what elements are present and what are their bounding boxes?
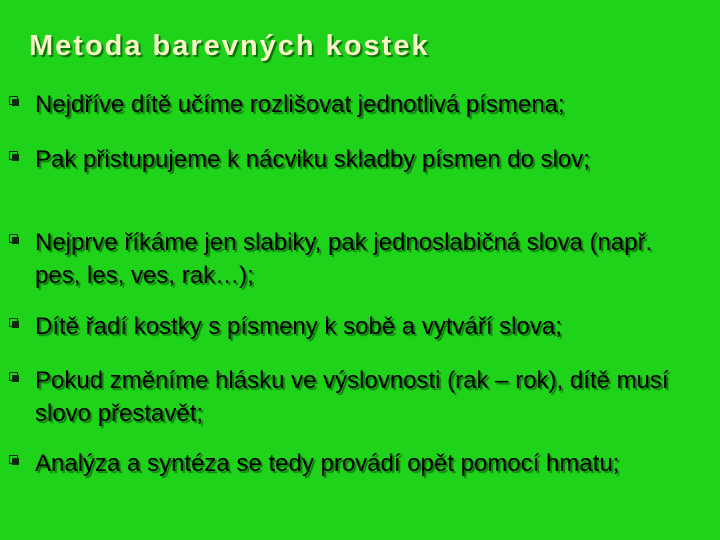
bullet-text: Nejprve říkáme jen slabiky, pak jednoslabičná slova (např. pes, les, ves, rak…);	[35, 229, 653, 289]
bullet-text: Nejdříve dítě učíme rozlišovat jednotlivá písmena;	[35, 91, 565, 118]
square-bullet-icon	[9, 234, 19, 244]
square-bullet-icon	[9, 372, 19, 382]
square-bullet-icon	[9, 318, 19, 328]
bullet-text: Analýza a syntéza se tedy provádí opět pomocí hmatu;	[35, 450, 620, 477]
square-bullet-icon	[9, 455, 19, 465]
slide-title: Metoda barevných kostek	[29, 30, 430, 62]
bullet-text: Pak přistupujeme k nácviku skladby písmen do slov;	[35, 146, 590, 173]
bullet-text: Dítě řadí kostky s písmeny k sobě a vytváří slova;	[35, 313, 562, 340]
square-bullet-icon	[9, 151, 19, 161]
bullet-text: Pokud změníme hlásku ve výslovnosti (rak – rok), dítě musí slovo přestavět;	[35, 367, 669, 427]
square-bullet-icon	[9, 96, 19, 106]
